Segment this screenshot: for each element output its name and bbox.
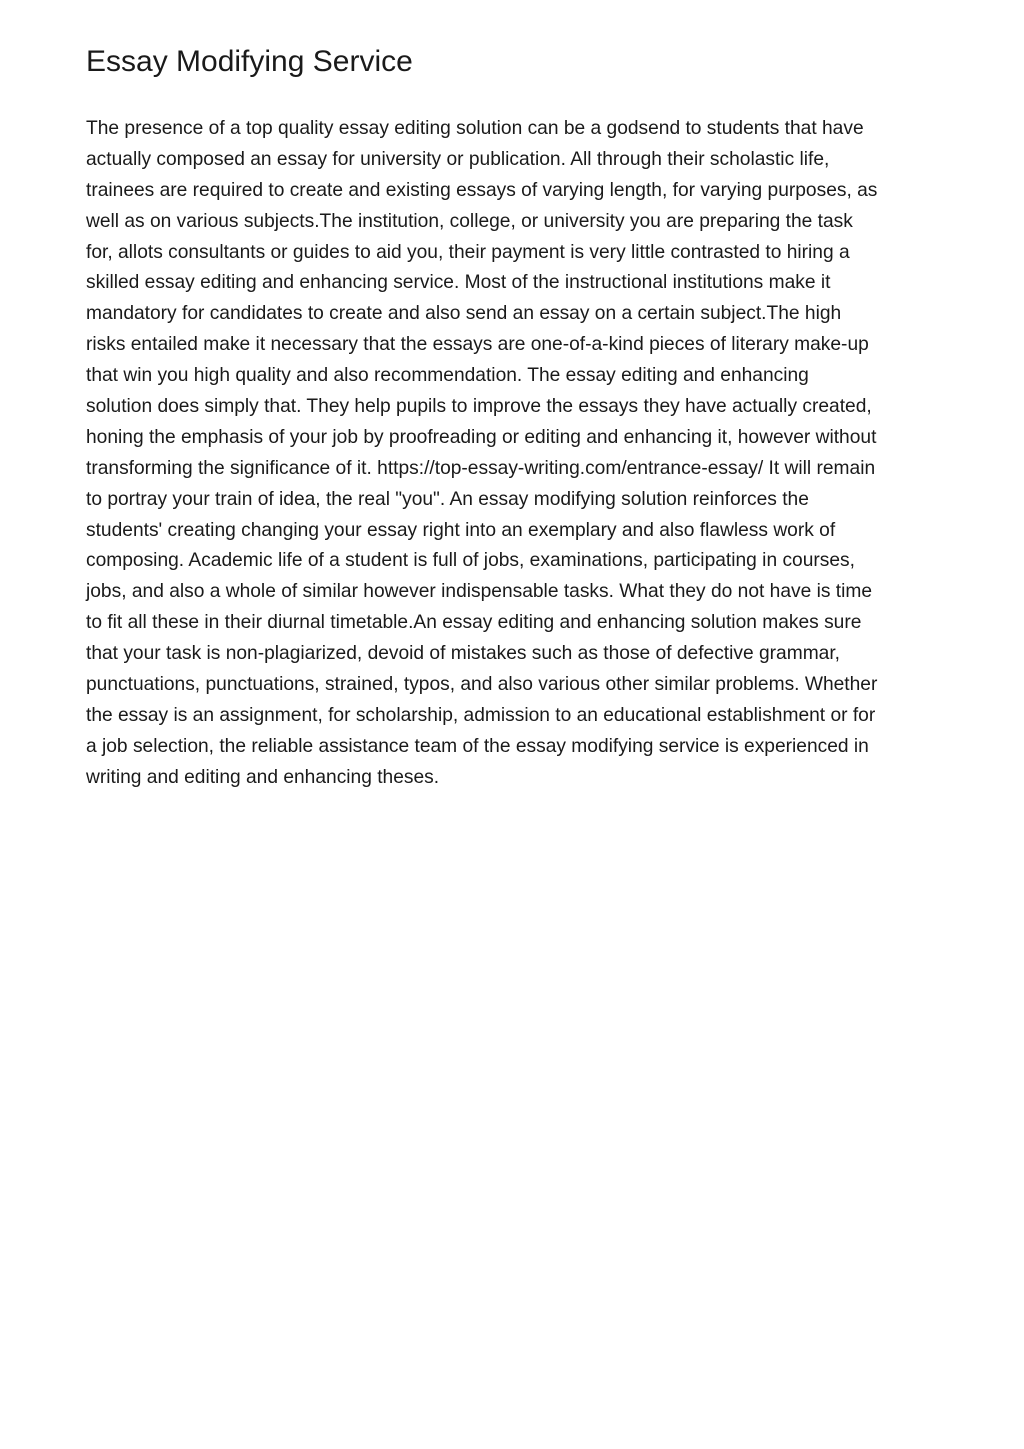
body-line: well as on various subjects.The institution, college, or university you are preparing the task <box>86 210 853 232</box>
body-line: that your task is non-plagiarized, devoid of mistakes such as those of defective grammar, <box>86 643 841 665</box>
body-line: the essay is an assignment, for scholarship, admission to an educational establishment or for <box>86 704 876 726</box>
body-line: a job selection, the reliable assistance team of the essay modifying service is experienced in <box>86 735 869 757</box>
body-line: transforming the significance of it. https://top-essay-writing.com/entrance-essay/ It will remain <box>86 457 876 479</box>
body-line: to fit all these in their diurnal timetable.An essay editing and enhancing solution makes sure <box>86 612 862 634</box>
document-title: Essay Modifying Service <box>86 45 413 78</box>
body-line: honing the emphasis of your job by proofreading or editing and enhancing it, however without <box>86 426 877 448</box>
body-line: The presence of a top quality essay editing solution can be a godsend to students that have <box>86 118 864 139</box>
body-line: jobs, and also a whole of similar however indispensable tasks. What they do not have is time <box>86 581 873 603</box>
body-line: skilled essay editing and enhancing service. Most of the instructional institutions make it <box>86 272 831 294</box>
document-body-paragraph <box>86 114 946 794</box>
body-line: that win you high quality and also recommendation. The essay editing and enhancing <box>86 365 809 387</box>
body-line: trainees are required to create and existing essays of varying length, for varying purposes, as <box>86 179 878 201</box>
body-line: risks entailed make it necessary that the essays are one-of-a-kind pieces of literary make-up <box>86 334 869 356</box>
body-line: mandatory for candidates to create and also send an essay on a certain subject.The high <box>86 303 842 325</box>
body-line: composing. Academic life of a student is full of jobs, examinations, participating in courses, <box>86 550 855 572</box>
body-line: punctuations, punctuations, strained, typos, and also various other similar problems. Whether <box>86 674 878 696</box>
body-line: students' creating changing your essay right into an exemplary and also flawless work of <box>86 519 836 541</box>
body-line: writing and editing and enhancing theses. <box>86 766 440 788</box>
body-line: to portray your train of idea, the real "you". An essay modifying solution reinforces the <box>86 488 809 510</box>
body-line: for, allots consultants or guides to aid you, their payment is very little contrasted to hiring a <box>86 241 850 263</box>
body-line: actually composed an essay for university or publication. All through their scholastic life, <box>86 148 830 170</box>
body-line: solution does simply that. They help pupils to improve the essays they have actually created, <box>86 396 872 418</box>
